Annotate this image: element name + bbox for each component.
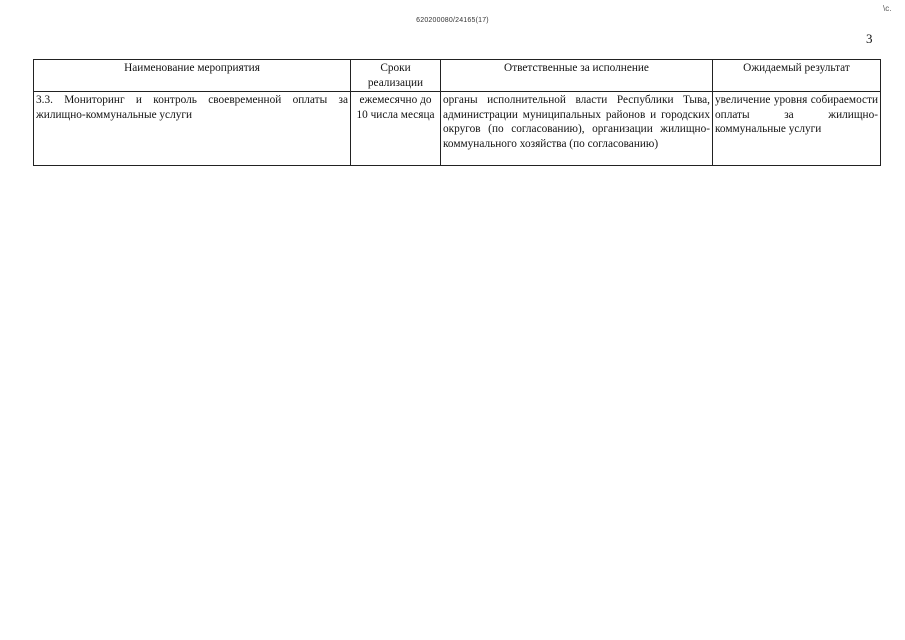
column-header-responsible: Ответственные за исполнение [441, 60, 713, 92]
action-plan-table [33, 59, 881, 166]
table-row [34, 92, 881, 166]
cell-deadline: ежемесячно до 10 числа месяца [351, 92, 441, 166]
corner-mark: \c. [883, 4, 892, 13]
table-header-row [34, 60, 881, 92]
column-header-name: Наименование мероприятия [34, 60, 351, 92]
document-code: 620200080/24165(17) [416, 17, 489, 24]
cell-activity-name: 3.3. Мониторинг и контроль своевременной оплаты за жилищно-коммунальные услуги [34, 92, 351, 166]
column-header-deadline: Сроки реализации [351, 60, 441, 92]
column-header-result: Ожидаемый результат [713, 60, 881, 92]
cell-responsible: органы исполнительной власти Республики Тыва, администрации муниципальных районов и городских округов (по согласованию), организации жилищно-коммунального хозяйства (по согласованию) [441, 92, 713, 166]
cell-expected-result: увеличение уровня собираемости оплаты за жилищно-коммунальные услуги [713, 92, 881, 166]
page-number: 3 [866, 31, 873, 46]
